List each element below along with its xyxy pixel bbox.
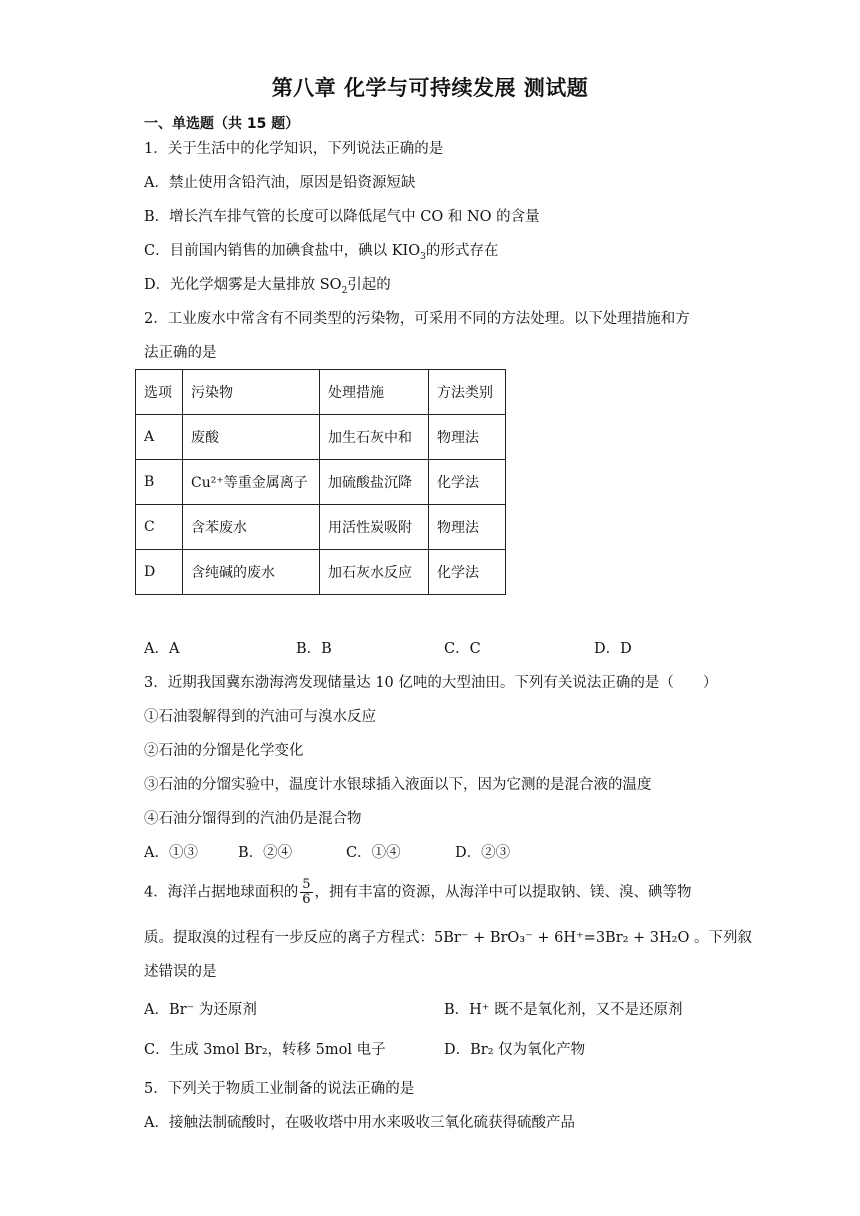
- header-cell: 污染物: [183, 370, 320, 415]
- question-1-option-d: [144, 275, 391, 301]
- header-cell: 处理措施: [320, 370, 429, 415]
- table-cell: 加石灰水反应: [320, 550, 429, 595]
- option-d-tail: 引起的: [347, 277, 391, 293]
- table-row: [136, 505, 506, 550]
- question-4-option-c: C．生成 3mol Br₂，转移 5mol 电子: [144, 1042, 386, 1058]
- table-cell: 物理法: [429, 415, 506, 460]
- table-cell: A: [136, 415, 183, 460]
- question-2-option-c: C．C: [444, 641, 481, 657]
- option-c-tail: 的形式存在: [425, 243, 499, 259]
- subscript: 2: [341, 285, 348, 296]
- subscript: 3: [420, 251, 426, 262]
- question-3-statement-3: ③石油的分馏实验中，温度计水银球插入液面以下，因为它测的是混合液的温度: [144, 777, 652, 793]
- table-cell: 含纯碱的废水: [183, 550, 320, 595]
- table-row: [136, 460, 506, 505]
- question-2-option-b: B．B: [296, 641, 332, 657]
- table-row: [136, 415, 506, 460]
- question-4-stem-line-2: 质。提取溴的过程有一步反应的离子方程式：5Br⁻ + BrO₃⁻ + 6H⁺=3Br₂ + 3H₂O 。下列叙: [144, 930, 752, 946]
- question-4-stem-line-1: [144, 878, 692, 907]
- section-heading: 一、单选题（共 15 题）: [144, 116, 300, 132]
- stem-text: 4．海洋占据地球面积的: [144, 884, 299, 901]
- page-title: 第八章 化学与可持续发展 测试题: [271, 76, 589, 100]
- question-4-option-b: B．H⁺ 既不是氧化剂，又不是还原剂: [444, 1002, 683, 1018]
- fraction-numerator: 5: [302, 877, 311, 892]
- question-3-option-d: D．②③: [455, 845, 511, 861]
- stem-text-tail: ，拥有丰富的资源，从海洋中可以提取钠、镁、溴、碘等物: [314, 884, 692, 901]
- table-cell: D: [136, 550, 183, 595]
- question-1-stem: 1．关于生活中的化学知识，下列说法正确的是: [144, 141, 444, 157]
- table-cell: 加生石灰中和: [320, 415, 429, 460]
- question-5-option-a: A．接触法制硫酸时，在吸收塔中用水来吸收三氧化硫获得硫酸产品: [144, 1115, 575, 1131]
- question-5-stem: 5．下列关于物质工业制备的说法正确的是: [144, 1081, 415, 1097]
- table-cell: 加硫酸盐沉降: [320, 460, 429, 505]
- question-3-statement-2: ②石油的分馏是化学变化: [144, 743, 304, 759]
- table-cell: 化学法: [429, 550, 506, 595]
- question-3-statement-1: ①石油裂解得到的汽油可与溴水反应: [144, 709, 376, 725]
- table-row: [136, 550, 506, 595]
- table-cell: B: [136, 460, 183, 505]
- question-3-option-b: B．②④: [238, 845, 293, 861]
- question-2-option-a: A．A: [144, 641, 180, 657]
- table-cell: C: [136, 505, 183, 550]
- question-4-stem-line-3: 述错误的是: [144, 964, 217, 980]
- treatment-table: [135, 369, 506, 595]
- table-cell: Cu²⁺等重金属离子: [183, 460, 320, 505]
- question-3-statement-4: ④石油分馏得到的汽油仍是混合物: [144, 811, 362, 827]
- question-4-option-d: D．Br₂ 仅为氧化产物: [444, 1042, 586, 1058]
- question-2-stem-line-2: 法正确的是: [144, 345, 217, 361]
- table-cell: 物理法: [429, 505, 506, 550]
- option-d-text: D．光化学烟雾是大量排放 SO: [144, 277, 342, 293]
- question-1-option-a: A．禁止使用含铅汽油，原因是铅资源短缺: [144, 175, 416, 191]
- table-cell: 化学法: [429, 460, 506, 505]
- question-1-option-c: [144, 241, 498, 267]
- option-c-text: C．目前国内销售的加碘食盐中，碘以 KIO: [144, 243, 421, 259]
- table-cell: 含苯废水: [183, 505, 320, 550]
- table-header-row: [136, 370, 506, 415]
- question-3-option-c: C．①④: [346, 845, 401, 861]
- question-3-stem: 3．近期我国冀东渤海湾发现储量达 10 亿吨的大型油田。下列有关说法正确的是（ ）: [144, 675, 718, 691]
- header-cell: 方法类别: [429, 370, 506, 415]
- question-3-option-a: A．①③: [144, 845, 198, 861]
- fraction: [300, 878, 312, 907]
- question-1-option-b: B．增长汽车排气管的长度可以降低尾气中 CO 和 NO 的含量: [144, 209, 540, 225]
- question-2-option-d: D．D: [594, 641, 632, 657]
- table-cell: 用活性炭吸附: [320, 505, 429, 550]
- header-cell: 选项: [136, 370, 183, 415]
- fraction-denominator: 6: [302, 892, 311, 907]
- question-2-stem-line-1: 2．工业废水中常含有不同类型的污染物，可采用不同的方法处理。以下处理措施和方: [144, 311, 690, 327]
- question-4-option-a: A．Br⁻ 为还原剂: [144, 1002, 257, 1018]
- table-cell: 废酸: [183, 415, 320, 460]
